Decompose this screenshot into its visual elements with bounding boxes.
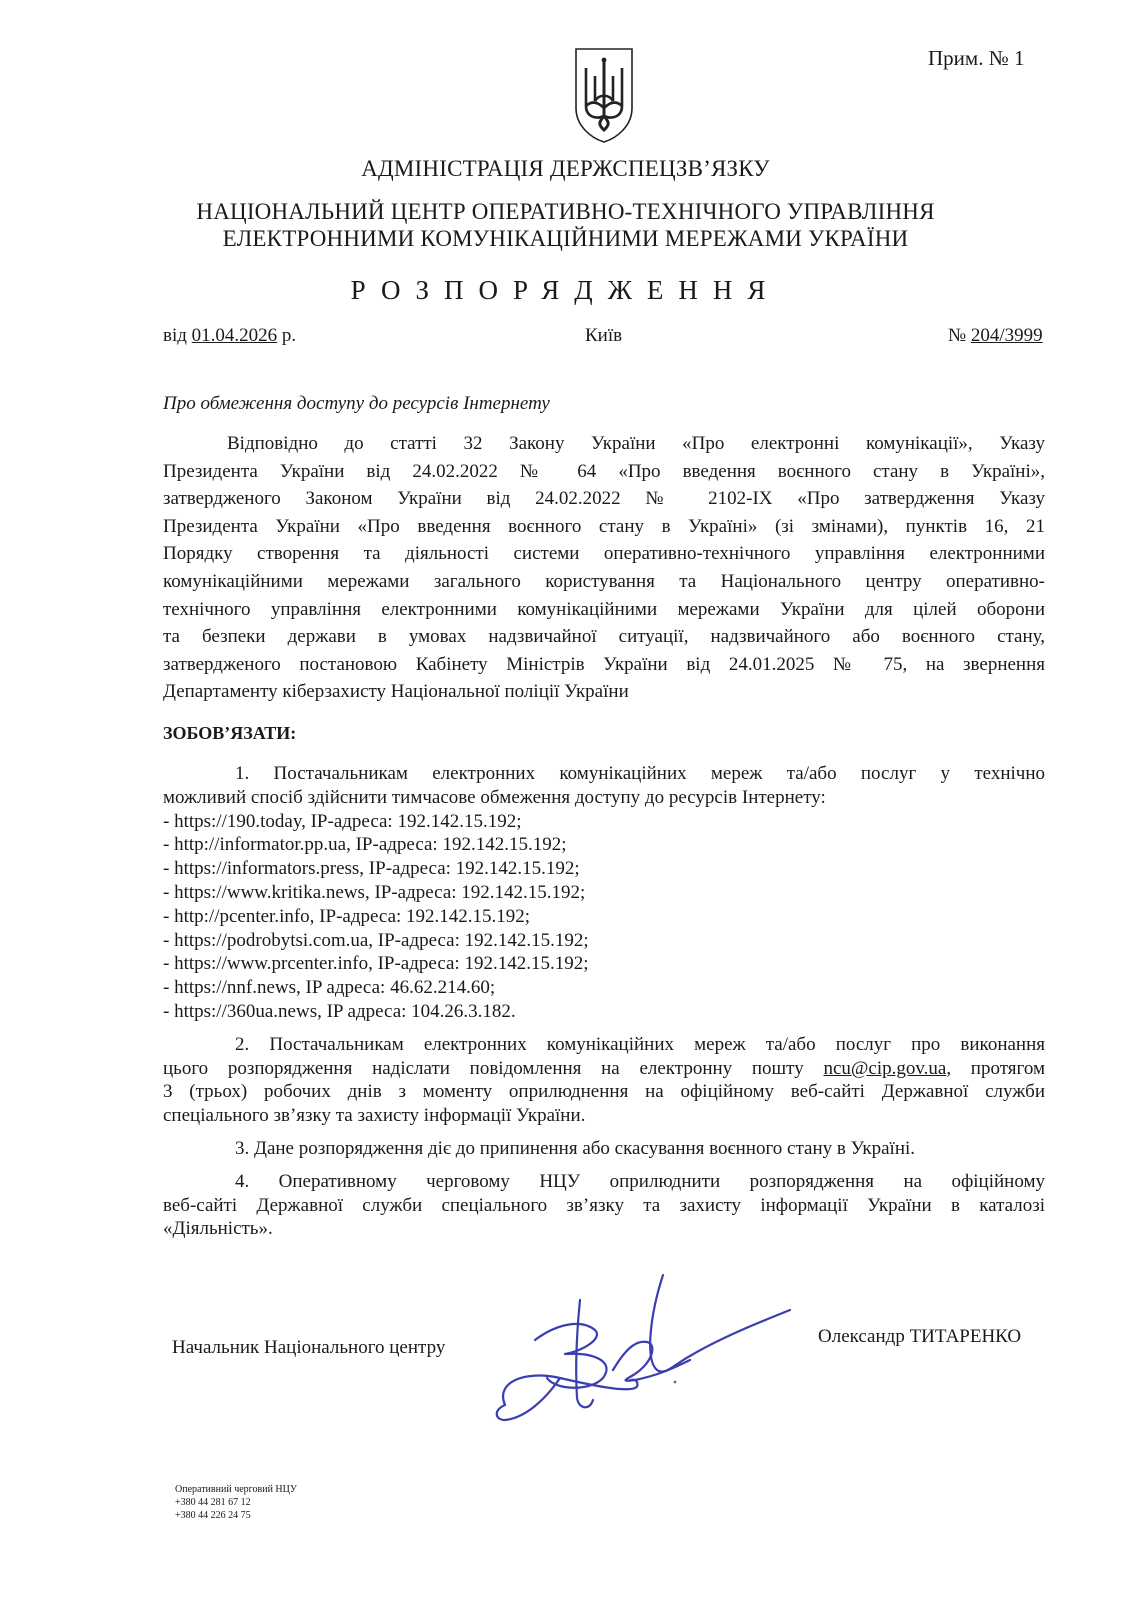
document-type-title: РОЗПОРЯДЖЕННЯ [350,275,781,305]
preamble-line: Відповідно до статті 32 Закону України «Про електронні комунікації», Указу [227,433,1045,454]
document-number: № 204/3999 [948,325,1043,346]
footer-phone: +380 44 226 24 75 [175,1510,251,1521]
annex-label: Прим. № 1 [928,46,1025,70]
preamble-line: Президента України від 24.02.2022 № 64 «Про введення воєнного стану в Україні», [163,460,1045,482]
item4-line: «Діяльність». [163,1218,273,1240]
resource-item: - https://www.kritika.news, IP-адреса: 192.142.15.192; [163,881,586,903]
preamble-line: Порядку створення та діяльності системи оперативно-технічного управління електронними [163,543,1045,565]
item1-line: 1. Постачальникам електронних комунікаційних мереж та/або послуг у технічно [235,763,1045,784]
center-name-line1: НАЦІОНАЛЬНИЙ ЦЕНТР ОПЕРАТИВНО-ТЕХНІЧНОГО УПРАВЛІННЯ [196,199,935,224]
center-name-line2: ЕЛЕКТРОННИМИ КОМУНІКАЦІЙНИМИ МЕРЕЖАМИ УКРАЇНИ [222,226,909,251]
preamble-line: затвердженого постановою Кабінету Міністрів України від 24.01.2025 № 75, на звернення [163,653,1045,675]
item1-line: можливий спосіб здійснити тимчасове обмеження доступу до ресурсів Інтернету: [163,786,826,808]
resource-item: - https://nnf.news, IP адреса: 46.62.214.60; [163,977,496,999]
document-subject: Про обмеження доступу до ресурсів Інтернету [163,393,550,414]
item2-line: цього розпорядження надіслати повідомлення на електронну пошту ncu@cip.gov.ua, протягом [163,1057,1045,1079]
signatory-name: Олександр ТИТАРЕНКО [818,1326,1022,1347]
footer-title: Оперативний черговий НЦУ [175,1484,297,1495]
agency-name: АДМІНІСТРАЦІЯ ДЕРЖСПЕЦЗВ’ЯЗКУ [361,156,770,181]
date-value: 01.04.2026 [191,325,278,346]
resource-item: - http://informator.pp.ua, IP-адреса: 192.142.15.192; [163,834,567,856]
preamble [163,430,1045,706]
email-link[interactable]: ncu@cip.gov.ua [823,1057,947,1079]
resource-item: - https://www.prcenter.info, IP-адреса: 192.142.15.192; [163,953,589,975]
preamble-line: комунікаційними мережами загального користування та Національного центру оперативно- [163,570,1045,592]
item2-line: спеціального зв’язку та захисту інформації України. [163,1105,586,1127]
item4-line: веб-сайті Державної служби спеціального зв’язку та захисту інформації України в каталозі [163,1194,1045,1216]
item4-line: 4. Оперативному черговому НЦУ оприлюднити розпорядження на офіційному [235,1170,1045,1192]
number-value: 204/3999 [970,325,1043,346]
handwritten-signature-icon [485,1270,805,1435]
footer-contacts [175,1483,297,1522]
item2-line: 2. Постачальникам електронних комунікаційних мереж та/або послуг про виконання [235,1033,1045,1055]
preamble-line: Департаменту кіберзахисту Національної поліції України [163,681,629,703]
order-items [163,762,1045,1241]
resource-item: - https://190.today, IP-адреса: 192.142.15.192; [163,810,522,832]
item3-line: 3. Дане розпорядження діє до припинення або скасування воєнного стану в Україні. [235,1137,916,1159]
item2-line: 3 (трьох) робочих днів з моменту оприлюднення на офіційному веб-сайті Державної служби [163,1081,1045,1103]
document-city: Київ [585,325,623,346]
resource-item: - https://360ua.news, IP адреса: 104.26.3.182. [163,1000,516,1022]
resource-list [163,810,1045,1024]
preamble-line: технічного управління електронними комунікаційними мережами України для цілей оборони [163,598,1045,620]
document-date: від 01.04.2026 р. [163,325,297,346]
resource-item: - https://podrobytsi.com.ua, IP-адреса: 192.142.15.192; [163,929,589,951]
resource-item: - https://informators.press, IP-адреса: 192.142.15.192; [163,858,580,880]
signatory-role: Начальник Національного центру [172,1337,446,1358]
footer-phone: +380 44 281 67 12 [175,1497,251,1508]
preamble-line: та безпеки держави в умовах надзвичайної ситуації, надзвичайного або воєнного стану, [163,626,1045,648]
preamble-line: Президента України «Про введення воєнного стану в Україні» (зі змінами), пунктів 16, 21 [163,515,1045,537]
resource-item: - http://pcenter.info, IP-адреса: 192.142.15.192; [163,905,531,927]
coat-of-arms-icon [573,46,635,144]
preamble-line: затвердженого Законом України від 24.02.2022 № 2102-IX «Про затвердження Указу [163,488,1045,510]
oblige-heading: ЗОБОВ’ЯЗАТИ: [163,723,297,743]
